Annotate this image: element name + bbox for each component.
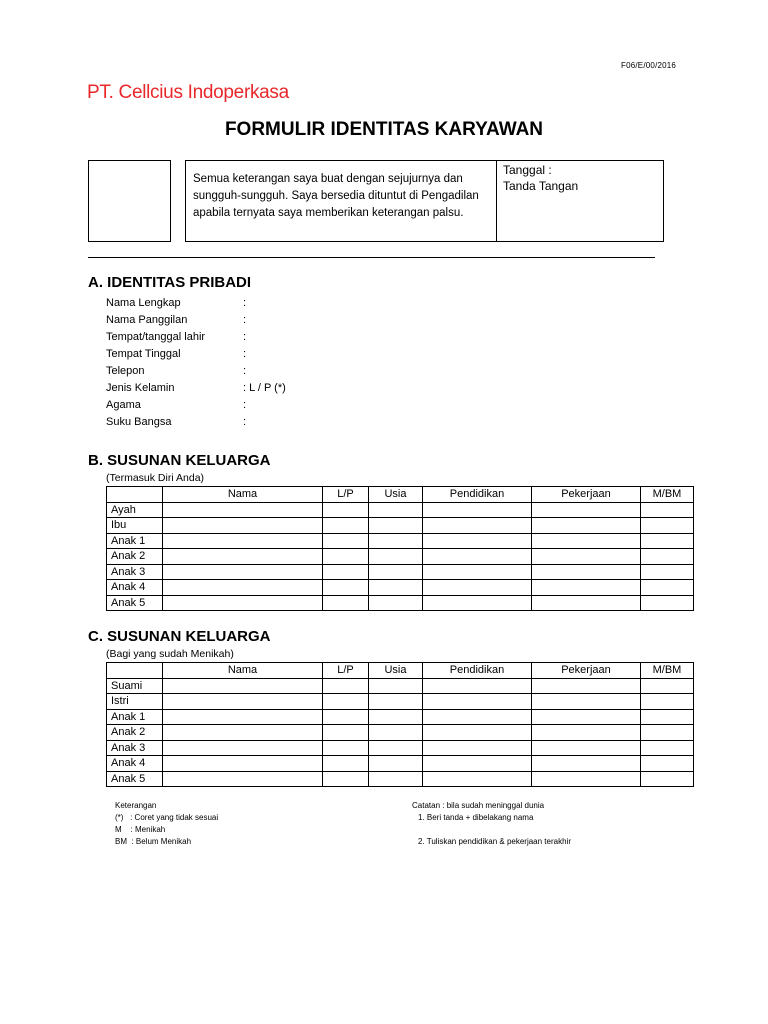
header-cell: Nama — [163, 663, 323, 679]
cell — [532, 580, 641, 596]
row-label: Ibu — [107, 518, 163, 534]
row-label: Anak 2 — [107, 725, 163, 741]
table-row — [107, 694, 694, 710]
cell — [641, 678, 694, 694]
declaration-box — [185, 160, 664, 242]
cell — [641, 771, 694, 787]
table-row — [107, 502, 694, 518]
row-label: Anak 3 — [107, 740, 163, 756]
cell — [423, 580, 532, 596]
cell — [641, 595, 694, 611]
cell — [163, 771, 323, 787]
cell — [532, 756, 641, 772]
table-row — [107, 595, 694, 611]
cell — [641, 740, 694, 756]
cell — [323, 580, 369, 596]
cell — [641, 549, 694, 565]
photo-box — [88, 160, 171, 242]
signature-label: Tanda Tangan — [503, 179, 579, 193]
field-value: : — [243, 348, 247, 360]
cell — [323, 502, 369, 518]
table-row — [107, 518, 694, 534]
cell — [369, 709, 423, 725]
table-header-row — [107, 487, 694, 503]
header-cell: Pekerjaan — [532, 487, 641, 503]
cell — [423, 595, 532, 611]
header-cell: Pendidikan — [423, 487, 532, 503]
header-cell: M/BM — [641, 487, 694, 503]
table-row — [107, 533, 694, 549]
field-label: Suku Bangsa — [106, 416, 172, 428]
cell — [369, 549, 423, 565]
cell — [323, 678, 369, 694]
cell — [532, 725, 641, 741]
field-value: : — [243, 297, 247, 309]
row-label: Anak 5 — [107, 595, 163, 611]
cell — [323, 725, 369, 741]
cell — [323, 533, 369, 549]
cell — [423, 771, 532, 787]
cell — [163, 564, 323, 580]
cell — [323, 694, 369, 710]
field-label: Jenis Kelamin — [106, 382, 175, 394]
cell — [641, 518, 694, 534]
row-label: Anak 1 — [107, 709, 163, 725]
cell — [369, 564, 423, 580]
section-c-subtitle: (Bagi yang sudah Menikah) — [106, 648, 234, 660]
cell — [532, 549, 641, 565]
cell — [323, 771, 369, 787]
cell — [641, 725, 694, 741]
family-table-c — [106, 662, 694, 787]
field-value: : — [243, 331, 247, 343]
header-cell — [107, 663, 163, 679]
cell — [532, 694, 641, 710]
cell — [532, 740, 641, 756]
cell — [369, 595, 423, 611]
cell — [369, 756, 423, 772]
cell — [641, 709, 694, 725]
declaration-text: Semua keterangan saya buat dengan sejujurnya dan sungguh-sungguh. Saya bersedia dituntut di Pengadilan apabila ternyata saya memberikan keterangan palsu. — [193, 173, 479, 219]
notes-right-line: 1. Beri tanda + dibelakang nama — [418, 813, 534, 822]
cell — [423, 533, 532, 549]
notes-left-line: BM : Belum Menikah — [115, 837, 192, 846]
cell — [323, 518, 369, 534]
cell — [323, 709, 369, 725]
row-label: Anak 2 — [107, 549, 163, 565]
table-row — [107, 678, 694, 694]
row-label: Anak 5 — [107, 771, 163, 787]
field-label: Nama Panggilan — [106, 314, 188, 326]
cell — [163, 756, 323, 772]
cell — [369, 694, 423, 710]
cell — [532, 518, 641, 534]
cell — [423, 756, 532, 772]
table-row — [107, 549, 694, 565]
field-value: : — [243, 399, 247, 411]
row-label: Suami — [107, 678, 163, 694]
table-row — [107, 756, 694, 772]
form-title: FORMULIR IDENTITAS KARYAWAN — [224, 119, 544, 140]
header-cell — [107, 487, 163, 503]
cell — [532, 678, 641, 694]
cell — [532, 533, 641, 549]
cell — [423, 549, 532, 565]
cell — [369, 678, 423, 694]
notes-right-line: 2. Tuliskan pendidikan & pekerjaan terakhir — [418, 837, 571, 846]
table-row — [107, 564, 694, 580]
cell — [423, 678, 532, 694]
table-row — [107, 580, 694, 596]
cell — [641, 580, 694, 596]
cell — [532, 771, 641, 787]
date-label: Tanggal : — [503, 163, 552, 177]
cell — [532, 595, 641, 611]
cell — [369, 533, 423, 549]
cell — [163, 709, 323, 725]
notes-left-line: (*) : Coret yang tidak sesuai — [115, 813, 219, 822]
header-cell: Usia — [369, 487, 423, 503]
notes-left-line: M : Menikah — [115, 825, 166, 834]
table-row — [107, 740, 694, 756]
cell — [323, 740, 369, 756]
cell — [369, 580, 423, 596]
table-header-row — [107, 663, 694, 679]
header-cell: L/P — [323, 487, 369, 503]
cell — [532, 564, 641, 580]
cell — [423, 502, 532, 518]
cell — [163, 595, 323, 611]
cell — [163, 725, 323, 741]
cell — [423, 564, 532, 580]
cell — [163, 740, 323, 756]
cell — [163, 518, 323, 534]
document-code: F06/E/00/2016 — [621, 61, 677, 70]
header-cell: Pendidikan — [423, 663, 532, 679]
cell — [641, 502, 694, 518]
header-cell: L/P — [323, 663, 369, 679]
row-label: Anak 3 — [107, 564, 163, 580]
cell — [163, 678, 323, 694]
cell — [423, 694, 532, 710]
section-b-subtitle: (Termasuk Diri Anda) — [106, 472, 205, 484]
cell — [641, 533, 694, 549]
cell — [641, 694, 694, 710]
field-value: : — [243, 365, 247, 377]
table-row — [107, 709, 694, 725]
cell — [323, 595, 369, 611]
field-value: : — [243, 314, 247, 326]
field-label: Telepon — [106, 365, 145, 377]
cell — [163, 694, 323, 710]
cell — [163, 549, 323, 565]
cell — [369, 740, 423, 756]
cell — [369, 771, 423, 787]
row-label: Ayah — [107, 502, 163, 518]
row-label: Anak 4 — [107, 580, 163, 596]
header-cell: Nama — [163, 487, 323, 503]
row-label: Istri — [107, 694, 163, 710]
header-cell: Usia — [369, 663, 423, 679]
cell — [323, 756, 369, 772]
notes-left-line: Keterangan — [115, 801, 157, 810]
field-label: Tempat/tanggal lahir — [106, 331, 206, 343]
cell — [532, 709, 641, 725]
cell — [323, 549, 369, 565]
field-label: Tempat Tinggal — [106, 348, 181, 360]
header-cell: Pekerjaan — [532, 663, 641, 679]
table-row — [107, 725, 694, 741]
section-b-title: B. SUSUNAN KELUARGA — [88, 452, 271, 469]
cell — [423, 709, 532, 725]
cell — [369, 725, 423, 741]
field-label: Agama — [106, 399, 141, 411]
cell — [641, 756, 694, 772]
cell — [369, 502, 423, 518]
cell — [423, 725, 532, 741]
cell — [369, 518, 423, 534]
company-name: PT. Cellcius Indoperkasa — [87, 82, 289, 103]
cell — [323, 564, 369, 580]
field-label: Nama Lengkap — [106, 297, 181, 309]
header-cell: M/BM — [641, 663, 694, 679]
section-c-title: C. SUSUNAN KELUARGA — [88, 628, 271, 645]
field-value: : — [243, 416, 247, 428]
declaration-divider — [496, 161, 497, 241]
section-a-title: A. IDENTITAS PRIBADI — [88, 274, 252, 291]
row-label: Anak 1 — [107, 533, 163, 549]
table-row — [107, 771, 694, 787]
notes-right-line: Catatan : bila sudah meninggal dunia — [412, 801, 545, 810]
cell — [423, 518, 532, 534]
cell — [641, 564, 694, 580]
field-value: : L / P (*) — [243, 382, 286, 394]
cell — [423, 740, 532, 756]
cell — [163, 502, 323, 518]
cell — [532, 502, 641, 518]
row-label: Anak 4 — [107, 756, 163, 772]
family-table-b — [106, 486, 694, 611]
cell — [163, 533, 323, 549]
cell — [163, 580, 323, 596]
separator-line — [88, 257, 655, 258]
